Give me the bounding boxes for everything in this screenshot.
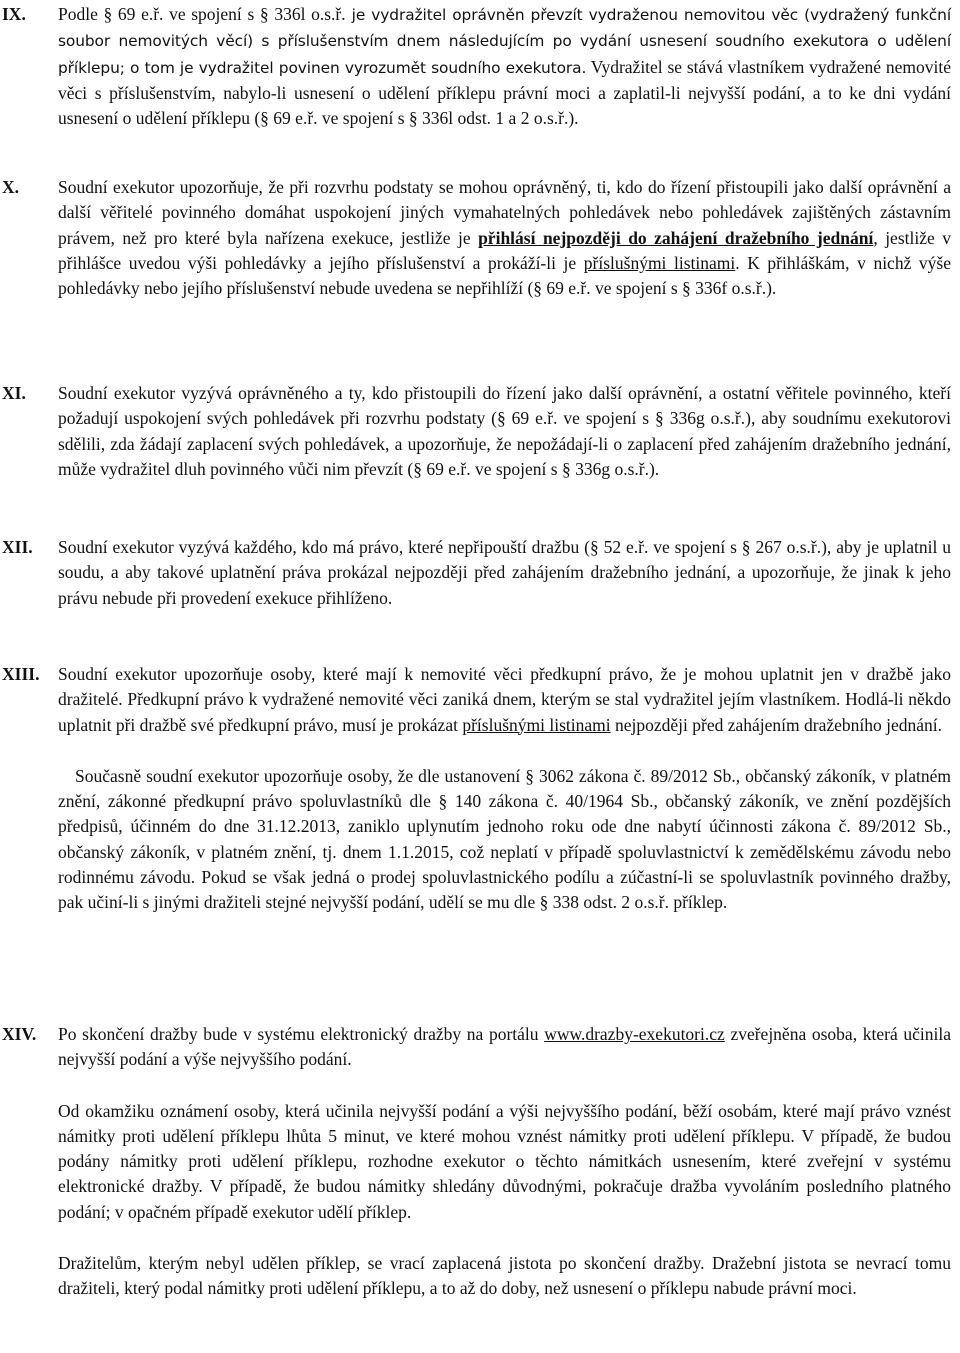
text-run: , jestliže v přihlášce uvedou výši pohledávky a jejího příslušenství a prokáží-li je [58, 227, 951, 273]
text-run: Soudní exekutor upozorňuje osoby, které mají k nemovité věci předkupní právo, že je mohou uplatnit jen v dražbě jako dražitelé. Předkupní právo k vydražené nemovité věci zaniká dnem, kterým se stal vydražitel jejím vlastníkem. Hodlá-li někdo uplatnit při dražbě své předkupní právo, musí je prokázat [58, 664, 951, 735]
text-run: nejpozději před zahájením dražebního jednání. [610, 714, 942, 735]
section-number: IX. [2, 4, 26, 24]
section-text [58, 1022, 951, 1302]
portal-link[interactable]: www.drazby-exekutori.cz [544, 1024, 725, 1044]
paragraph: Od okamžiku oznámení osoby, která učinila nejvyšší podání a výši nejvyššího podání, běží osobám, které mají právo vznést námitky proti udělení příklepu lhůta 5 minut, ve které mohou vznést námitky proti udělení příklepu. V případě, že budou podány námitky proti udělení příklepu, rozhodne exekutor o těchto námitkách usnesením, které zveřejní v systému elektronické dražby. V případě, že budou námitky shledány důvodnými, pokračuje dražba vyvoláním posledního platného podání; v opačném případě exekutor udělí příklep. [58, 1100, 951, 1222]
section-text [58, 2, 951, 131]
text-run: Vydražitel se stává vlastníkem vydražené nemovité věci s příslušenstvím, nabylo-li usnesení o udělení příklepu právní moci a zaplatil-li nejvyšší podání, a to ke dni vydání usnesení o udělení příklepu (§ 69 e.ř. ve spojení s § 336l odst. 1 a 2 o.s.ř.). [58, 56, 951, 129]
section-number: XII. [2, 537, 33, 557]
section-number: XIII. [2, 664, 40, 684]
section-text [58, 662, 951, 916]
paragraph: Současně soudní exekutor upozorňuje osoby, že dle ustanovení § 3062 zákona č. 89/2012 Sb., občanský zákoník, v platném znění, zákonné předkupní právo spoluvlastníků dle § 140 zákona č. 40/1964 Sb., občanský zákoník, ve znění pozdějších předpisů, účinném do dne 31.12.2013, zaniklo uplynutím jednoho roku ode dne nabytí účinnosti zákona č. 89/2012 Sb., občanský zákoník, v platném znění, tj. dnem 1.1.2015, což neplatí v případě spoluvlastnictví k zemědělskému závodu nebo rodinnému závodu. Pokud se však jedná o prodej spoluvlastnického podílu a zúčastní-li se spoluvlastník povinného dražby, pak učiní-li s jinými dražiteli stejné nejvyšší podání, udělí se mu dle § 338 odst. 2 o.s.ř. příklep. [58, 765, 951, 913]
text-run: Podle § 69 e.ř. ve spojení s § 336l o.s.ř. [58, 4, 346, 24]
underlined-text: příslušnými listinami [583, 252, 736, 273]
text-run: zveřejněna osoba, která učinila nejvyšší podání a výše nejvyššího podání. [58, 1024, 951, 1070]
text-run: Po skončení dražby bude v systému elektronický dražby na portálu [58, 1024, 545, 1044]
text-run: je vydražitel oprávněn převzít vydraženou nemovitou věc (vydražený funkční soubor nemovitých věcí) s příslušenstvím dnem následujícím po vydání usnesení soudního exekutora o udělení příklepu; o tom je vydražitel povinen vyrozumět soudního exekutora. [58, 6, 951, 77]
text-run: Soudní exekutor upozorňuje, že při rozvrhu podstaty se mohou oprávněný, ti, kdo do řízení přistoupili jako další oprávnění a další věřitelé povinného domáhat uspokojení jiných vymahatelných pohledávek nebo pohledávek zajištěných zástavním právem, než pro které byla nařízena exekuce, jestliže je [58, 177, 951, 248]
section-number: XIV. [2, 1024, 37, 1044]
paragraph: Dražitelům, kterým nebyl udělen příklep, se vrací zaplacená jistota po skončení dražby. Dražební jistota se nevrací tomu dražiteli, který podal námitky proti udělení příklepu, a to až do doby, než usnesení o příklepu nabude právní moci. [58, 1253, 951, 1299]
emphasized-text: přihlásí nejpozději do zahájení dražebního jednání [478, 227, 874, 248]
paragraph: Soudní exekutor vyzývá každého, kdo má právo, které nepřipouští dražbu (§ 52 e.ř. ve spojení s § 267 o.s.ř.), aby je uplatnil u soudu, a aby takové uplatnění práva prokázal nejpozději před zahájením dražebního jednání, a upozorňuje, že jinak k jeho právu nebude při provedení exekuce přihlíženo. [58, 537, 951, 608]
section-text [58, 535, 951, 611]
section-text [58, 381, 951, 482]
section-number: X. [2, 177, 20, 197]
paragraph: Soudní exekutor vyzývá oprávněného a ty, kdo přistoupili do řízení jako další oprávnění, a ostatní věřitele povinného, kteří požadují uspokojení svých pohledávek při rozvrhu podstaty (§ 69 e.ř. ve spojení s § 336g o.s.ř.), aby soudnímu exekutorovi sdělili, zda žádají zaplacení svých pohledávek, a upozorňuje, že nepožádají-li o zaplacení před zahájením dražebního jednání, může vydražitel dluh povinného vůči nim převzít (§ 69 e.ř. ve spojení s § 336g o.s.ř.). [58, 383, 951, 479]
underlined-text: příslušnými listinami [462, 714, 611, 735]
section-text [58, 175, 951, 301]
text-run: . K přihláškám, v nichž výše pohledávky nebo jejího příslušenství nebude uvedena se nepřihlíží (§ 69 e.ř. ve spojení s § 336f o.s.ř.). [58, 252, 951, 299]
section-number: XI. [2, 383, 26, 403]
